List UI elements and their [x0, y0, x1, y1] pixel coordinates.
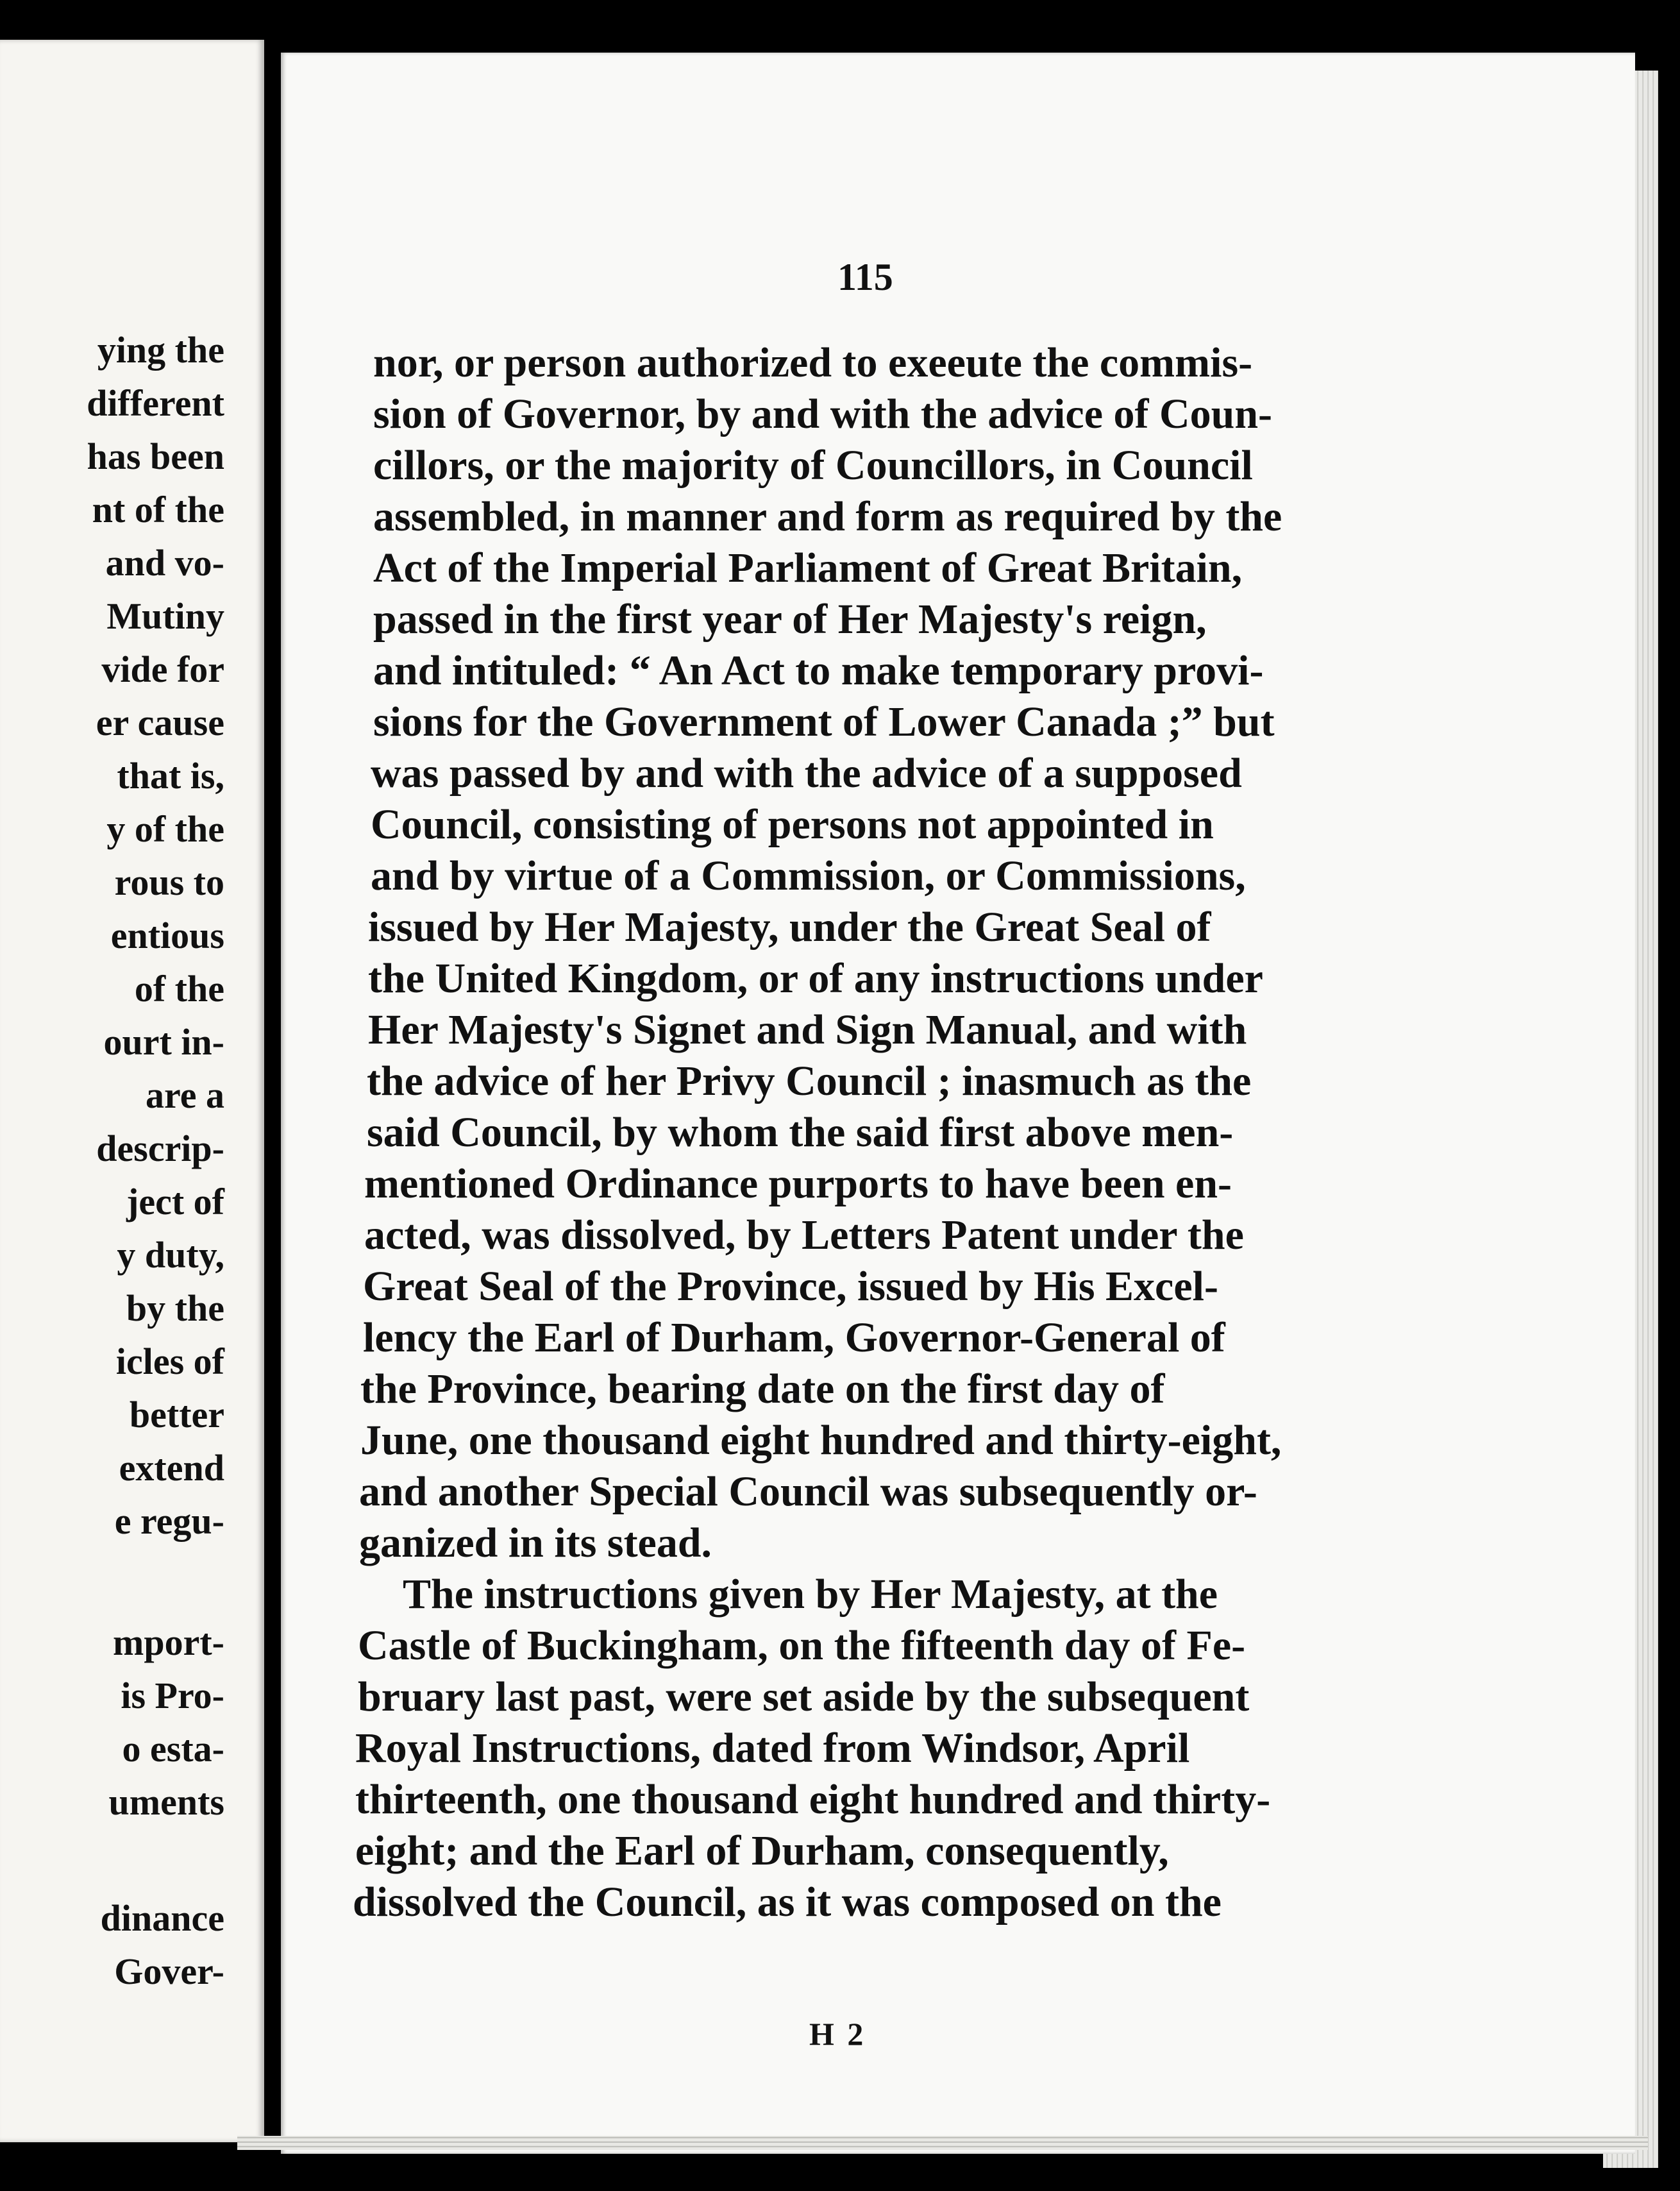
- left-page-line: vide for: [101, 648, 224, 690]
- left-page-line: different: [87, 382, 224, 424]
- left-page-line: y duty,: [117, 1234, 224, 1276]
- left-page-line: mport-: [113, 1621, 224, 1663]
- left-page-line: y of the: [106, 808, 224, 850]
- text-line: the United Kingdom, or of any instructions under: [368, 955, 1263, 1002]
- left-page-line: uments: [108, 1781, 224, 1823]
- left-page-line: are a: [146, 1074, 224, 1116]
- text-line: and by virtue of a Commission, or Commissions,: [371, 852, 1246, 899]
- left-page-line: e regu-: [114, 1500, 224, 1542]
- left-page-line: rous to: [114, 861, 224, 903]
- text-line: assembled, in manner and form as required by the: [373, 493, 1282, 540]
- left-page-line: nt of the: [92, 489, 224, 530]
- text-line: acted, was dissolved, by Letters Patent under the: [364, 1212, 1244, 1258]
- left-page-line: that is,: [117, 755, 224, 797]
- left-page-line: Gover-: [114, 1950, 224, 1992]
- left-page-line: by the: [126, 1287, 224, 1329]
- text-line: June, one thousand eight hundred and thirty-eight,: [360, 1417, 1282, 1464]
- left-page-line: ourt in-: [103, 1021, 224, 1063]
- text-line: issued by Her Majesty, under the Great Seal of: [368, 904, 1211, 951]
- left-page: [0, 40, 264, 2142]
- left-page-line: extend: [119, 1447, 224, 1489]
- text-line: bruary last past, were set aside by the subsequent: [358, 1673, 1250, 1720]
- text-line: and intituled: “ An Act to make temporary provi-: [373, 647, 1264, 694]
- left-page-line: Mutiny: [106, 595, 224, 637]
- left-page-line: of the: [134, 968, 224, 1010]
- text-line: Great Seal of the Province, issued by His Excel-: [363, 1263, 1218, 1310]
- left-page-line: better: [129, 1394, 224, 1435]
- text-line: mentioned Ordinance purports to have been en-: [364, 1160, 1232, 1207]
- left-page-line: dinance: [100, 1897, 224, 1939]
- page-bottom-edges: [237, 2136, 1648, 2150]
- text-line: Royal Instructions, dated from Windsor, April: [355, 1725, 1190, 1772]
- page-number: 115: [837, 256, 893, 298]
- text-line: and another Special Council was subsequently or-: [359, 1468, 1257, 1515]
- text-line: Act of the Imperial Parliament of Great Britain,: [373, 545, 1243, 591]
- text-line: Her Majesty's Signet and Sign Manual, and with: [368, 1006, 1247, 1053]
- left-page-line: entious: [110, 915, 224, 956]
- left-page-line: ject of: [126, 1181, 224, 1222]
- text-line: was passed by and with the advice of a supposed: [371, 750, 1242, 797]
- left-page-line: er cause: [96, 702, 224, 743]
- text-line: the Province, bearing date on the first day of: [360, 1366, 1165, 1412]
- text-line: ganized in its stead.: [359, 1519, 712, 1566]
- text-line: passed in the first year of Her Majesty's reign,: [373, 596, 1207, 643]
- left-page-line: o esta-: [122, 1728, 224, 1770]
- signature-mark: H 2: [809, 2016, 866, 2052]
- text-line: eight; and the Earl of Durham, consequently,: [355, 1827, 1169, 1874]
- left-page-line: has been: [87, 436, 224, 477]
- text-line: thirteenth, one thousand eight hundred and thirty-: [355, 1776, 1271, 1823]
- text-line: lency the Earl of Durham, Governor-General of: [363, 1314, 1225, 1361]
- text-line: cillors, or the majority of Councillors, in Council: [373, 442, 1253, 489]
- left-page-line: icles of: [115, 1341, 224, 1382]
- text-line: dissolved the Council, as it was composed on the: [353, 1879, 1222, 1925]
- text-line: The instructions given by Her Majesty, at the: [403, 1571, 1218, 1618]
- left-page-line: is Pro-: [121, 1675, 224, 1716]
- left-page-line: descrip-: [96, 1128, 224, 1169]
- left-page-line: and vo-: [105, 542, 224, 584]
- text-line: Castle of Buckingham, on the fifteenth day of Fe-: [358, 1622, 1246, 1669]
- text-line: nor, or person authorized to exeeute the commis-: [373, 339, 1253, 386]
- text-line: sion of Governor, by and with the advice of Coun-: [373, 391, 1273, 437]
- text-line: sions for the Government of Lower Canada ;” but: [373, 698, 1275, 745]
- text-line: the advice of her Privy Council ; inasmuch as the: [367, 1058, 1252, 1104]
- left-page-line: ying the: [97, 329, 224, 371]
- text-line: Council, consisting of persons not appointed in: [371, 801, 1214, 848]
- text-line: said Council, by whom the said first above men-: [367, 1109, 1234, 1156]
